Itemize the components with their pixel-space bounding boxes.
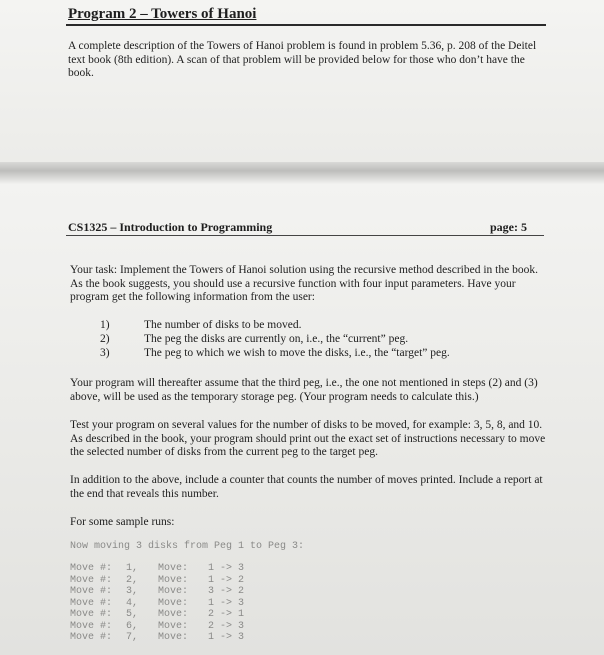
move-path: 3 -> 2	[208, 586, 245, 597]
move-path: 1 -> 3	[208, 563, 245, 574]
move-number: 4,	[126, 597, 139, 609]
title-rule	[66, 24, 546, 26]
header-rule	[66, 235, 544, 236]
move-word: Move:	[158, 609, 189, 620]
move-path: 1 -> 3	[208, 597, 245, 609]
move-label: Move #:	[70, 620, 113, 632]
move-label-column	[70, 563, 112, 644]
move-word: Move:	[158, 632, 189, 643]
move-word: Move:	[158, 620, 189, 632]
list-number: 2)	[100, 333, 110, 345]
move-path: 1 -> 2	[208, 574, 245, 586]
temp-peg-paragraph: Your program will thereafter assume that the third peg, i.e., the one not mentioned in steps (2) and (3) above, will be used as the temporary storage peg. (Your program needs to calculate this.)	[70, 377, 538, 403]
move-number: 6,	[126, 620, 139, 632]
list-number: 3)	[100, 347, 110, 359]
counter-paragraph: In addition to the above, include a counter that counts the number of moves printed. Include a report at the end that reveals this number.	[70, 474, 543, 500]
move-path: 2 -> 3	[208, 620, 245, 632]
move-word-column	[158, 563, 188, 644]
task-paragraph: Your task: Implement the Towers of Hanoi solution using the recursive method described in the book. As the book suggests, you should use a recursive function with four input parameters. Have your program get the following information from the user:	[70, 264, 538, 303]
move-label: Move #:	[70, 563, 113, 574]
move-number: 5,	[126, 609, 139, 620]
move-path-column	[208, 563, 244, 644]
move-word: Move:	[158, 563, 189, 574]
test-paragraph: Test your program on several values for the number of disks to be moved, for example: 3, 5, 8, and 10. As described in the book, your program should print out the exact set of instructions necessary to move the selected number of disks from the current peg to the target peg.	[70, 419, 546, 458]
move-label: Move #:	[70, 632, 113, 643]
page-gap	[0, 162, 604, 184]
move-number-column	[126, 563, 138, 644]
input-list	[100, 318, 540, 360]
move-word: Move:	[158, 586, 189, 597]
sample-runs-label: For some sample runs:	[70, 516, 175, 528]
move-label: Move #:	[70, 609, 113, 620]
move-path: 2 -> 1	[208, 609, 245, 620]
move-number: 3,	[126, 586, 139, 597]
list-text: The number of disks to be moved.	[144, 319, 302, 331]
intro-paragraph: A complete description of the Towers of Hanoi problem is found in problem 5.36, p. 208 of the Deitel text book (8th edition). A scan of that problem will be provided below for those who don’t have the book.	[68, 40, 537, 79]
move-label: Move #:	[70, 574, 113, 586]
move-label: Move #:	[70, 586, 113, 597]
move-number: 2,	[126, 574, 139, 586]
move-path: 1 -> 3	[208, 632, 245, 643]
sample-output-header: Now moving 3 disks from Peg 1 to Peg 3:	[70, 541, 305, 552]
move-number: 1,	[126, 563, 139, 574]
course-title: CS1325 – Introduction to Programming	[68, 220, 273, 234]
move-word: Move:	[158, 574, 189, 586]
list-item	[100, 332, 540, 346]
list-item	[100, 318, 540, 332]
list-text: The peg to which we wish to move the disks, i.e., the “target” peg.	[144, 347, 450, 359]
list-item	[100, 346, 540, 360]
program-title: Program 2 – Towers of Hanoi	[68, 6, 257, 22]
list-text: The peg the disks are currently on, i.e., the “current” peg.	[144, 333, 409, 345]
move-label: Move #:	[70, 597, 113, 609]
list-number: 1)	[100, 319, 110, 331]
move-number: 7,	[126, 632, 139, 643]
move-word: Move:	[158, 597, 189, 609]
page-number: page: 5	[490, 220, 527, 234]
